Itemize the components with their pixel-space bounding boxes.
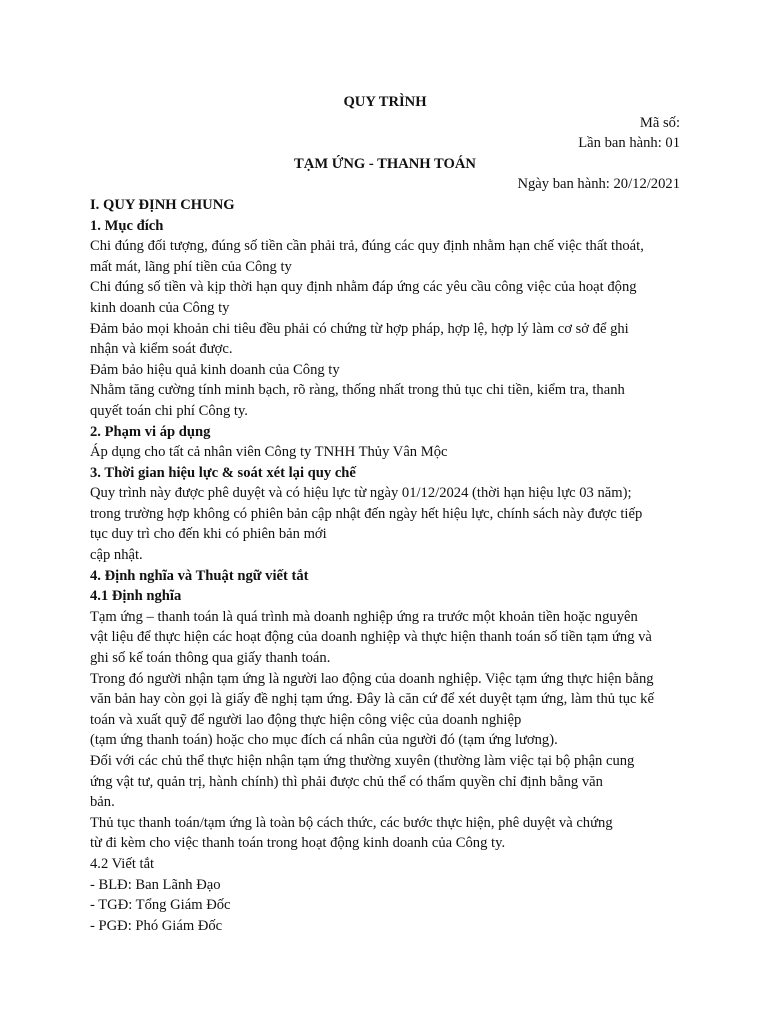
heading-validity: 3. Thời gian hiệu lực & soát xét lại quy chế [90, 464, 356, 481]
definition-line: Đối với các chủ thể thực hiện nhận tạm ứng thường xuyên (thường làm việc tại bộ phận cung [90, 753, 635, 769]
definition-line: vật liệu để thực hiện các hoạt động của doanh nghiệp và thực hiện thanh toán số tiền tạm ứng và [90, 629, 652, 646]
purpose-line: nhận và kiểm soát được. [90, 341, 233, 358]
heading-definitions: 4. Định nghĩa và Thuật ngữ viết tắt [90, 567, 309, 584]
abbreviation-item: - BLĐ: Ban Lãnh Đạo [90, 876, 221, 893]
definition-line: ứng vật tư, quản trị, hành chính) thì phải được chủ thể có thẩm quyền chỉ định bằng văn [90, 773, 603, 790]
purpose-line: Đảm bảo mọi khoản chi tiêu đều phải có chứng từ hợp pháp, hợp lệ, hợp lý làm cơ sở để ghi [90, 320, 629, 337]
validity-line: trong trường hợp không có phiên bản cập nhật đến ngày hết hiệu lực, chính sách này được tiếp [90, 505, 643, 522]
purpose-line: Chi đúng số tiền và kịp thời hạn quy định nhằm đáp ứng các yêu cầu công việc của hoạt động [90, 279, 637, 296]
section-heading-general: I. QUY ĐỊNH CHUNG [90, 196, 235, 213]
purpose-line: kinh doanh của Công ty [90, 299, 230, 316]
issue-number: Lần ban hành: 01 [578, 135, 680, 152]
scope-line: Áp dụng cho tất cả nhân viên Công ty TNHH Thủy Vân Mộc [90, 444, 448, 461]
validity-line: tục duy trì cho đến khi có phiên bản mới [90, 526, 327, 543]
definition-line: Thủ tục thanh toán/tạm ứng là toàn bộ cách thức, các bước thực hiện, phê duyệt và chứng [90, 814, 613, 831]
document-subtitle: TẠM ỨNG - THANH TOÁN [294, 155, 476, 172]
definition-line: bản. [90, 794, 115, 811]
document-code: Mã số: [639, 114, 680, 131]
purpose-line: Đảm bảo hiệu quả kinh doanh của Công ty [90, 361, 340, 378]
issue-date: Ngày ban hành: 20/12/2021 [517, 176, 680, 193]
heading-purpose: 1. Mục đích [90, 217, 164, 234]
definition-line: (tạm ứng thanh toán) hoặc cho mục đích cá nhân của người đó (tạm ứng lương). [90, 732, 558, 749]
document-page [90, 92, 680, 936]
definition-line: từ đi kèm cho việc thanh toán trong hoạt động kinh doanh của Công ty. [90, 835, 506, 852]
purpose-line: quyết toán chi phí Công ty. [90, 402, 248, 419]
validity-line: Quy trình này được phê duyệt và có hiệu lực từ ngày 01/12/2024 (thời hạn hiệu lực 03 năm); [90, 485, 632, 502]
abbreviation-item: - TGĐ: Tổng Giám Đốc [90, 897, 231, 914]
definition-line: văn bản hay còn gọi là giấy đề nghị tạm ứng. Đây là căn cứ để xét duyệt tạm ứng, làm thủ tục kế [90, 691, 654, 708]
definition-line: Trong đó người nhận tạm ứng là người lao động của doanh nghiệp. Việc tạm ứng thực hiện bằng [90, 670, 654, 687]
definition-line: Tạm ứng – thanh toán là quá trình mà doanh nghiệp ứng ra trước một khoản tiền hoặc nguyên [90, 608, 638, 625]
purpose-line: Nhằm tăng cường tính minh bạch, rõ ràng, thống nhất trong thủ tục chi tiền, kiểm tra, thanh [90, 382, 625, 399]
definition-line: toán và xuất quỹ để người lao động thực hiện công việc của doanh nghiệp [90, 711, 522, 728]
definition-line: ghi số kế toán thông qua giấy thanh toán. [90, 650, 331, 667]
purpose-line: Chi đúng đối tượng, đúng số tiền cần phải trả, đúng các quy định nhằm hạn chế việc thất thoát, [90, 238, 644, 255]
abbreviation-item: - PGĐ: Phó Giám Đốc [90, 917, 223, 934]
validity-line: cập nhật. [90, 547, 143, 564]
subheading-definition: 4.1 Định nghĩa [90, 588, 182, 605]
purpose-line: mất mát, lãng phí tiền của Công ty [90, 258, 292, 275]
heading-scope: 2. Phạm vi áp dụng [90, 423, 211, 440]
document-title: QUY TRÌNH [343, 94, 427, 110]
subheading-abbreviations: 4.2 Viết tắt [90, 855, 155, 872]
